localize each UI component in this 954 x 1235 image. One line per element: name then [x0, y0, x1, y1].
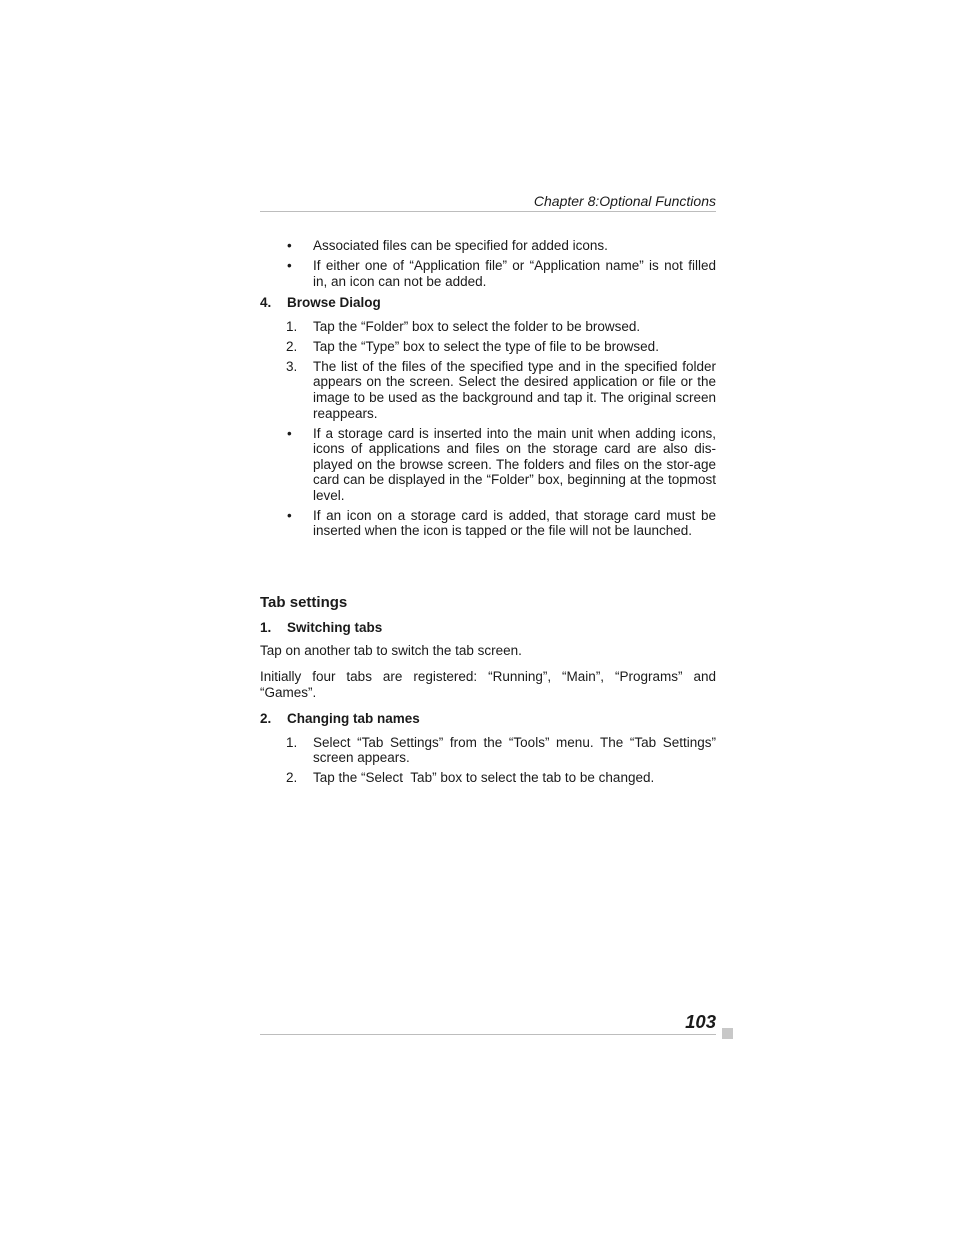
bullet-item — [260, 426, 716, 504]
step-text: Select “Tab Settings” from the “Tools” menu. The “Tab Settings” screen appears. — [313, 734, 716, 766]
step-number: 2. — [286, 338, 298, 354]
step-text: Tap the “Type” box to select the type of file to be browsed. — [313, 338, 659, 354]
bullet-text: If either one of “Application file” or “Application name” is not filled in, an icon can not be added. — [313, 257, 716, 289]
subheading-number: 1. — [260, 619, 272, 635]
step-number: 1. — [286, 734, 298, 750]
bullet-marker: • — [287, 507, 292, 523]
step-text: The list of the files of the specified type and in the specified folder appears on the screen. Select the desired application or file or the image to be used as the background and tap it. The original screen reappears. — [313, 358, 716, 421]
bullet-marker: • — [287, 238, 292, 253]
bullet-text: If a storage card is inserted into the main unit when adding icons, icons of applications and files on the storage card are also dis-played on the browse screen. The folders and files on the stor-age card can be displayed in the “Folder” box, beginning at the topmost level. — [313, 425, 716, 503]
step-item — [260, 359, 716, 421]
step-number: 1. — [286, 318, 298, 334]
subheading-text: Switching tabs — [287, 619, 383, 635]
bullet-item — [260, 238, 716, 254]
section-title-tab-settings: Tab settings — [260, 594, 348, 612]
footer-divider — [260, 1034, 716, 1035]
running-header: Chapter 8:Optional Functions — [533, 193, 716, 209]
step-text: Tap the “Select Tab” box to select the tab to be changed. — [313, 770, 655, 786]
step-item — [260, 735, 716, 766]
bullet-marker: • — [287, 425, 292, 441]
paragraph: Tap on another tab to switch the tab screen. — [260, 643, 522, 659]
subheading-number: 2. — [260, 711, 272, 727]
step-item — [260, 319, 716, 335]
step-item — [260, 770, 716, 786]
header-divider — [260, 211, 716, 212]
manual-page — [260, 0, 716, 1235]
page-content — [260, 238, 716, 790]
page-number: 103 — [685, 1011, 716, 1032]
step-text: Tap the “Folder” box to select the folder to be browsed. — [313, 318, 641, 334]
step-number: 3. — [286, 358, 298, 374]
bullet-item — [260, 258, 716, 289]
bullet-marker: • — [287, 257, 292, 273]
paragraph: Initially four tabs are registered: “Running”, “Main”, “Programs” and “Games”. — [260, 669, 716, 701]
subheading-switching-tabs — [260, 620, 716, 636]
step-number: 2. — [286, 770, 298, 786]
step-item — [260, 339, 716, 355]
subheading-browse-dialog — [260, 295, 716, 311]
subheading-number: 4. — [260, 295, 272, 311]
bullet-text: If an icon on a storage card is added, that storage card must be inserted when the icon is tapped or the file will not be launched. — [313, 507, 716, 539]
subheading-text: Changing tab names — [287, 711, 420, 727]
subheading-changing-tab-names — [260, 711, 716, 727]
subheading-text: Browse Dialog — [287, 295, 381, 311]
bullet-text: Associated files can be specified for added icons. — [313, 238, 608, 253]
bullet-item — [260, 508, 716, 539]
page-corner-tab — [722, 1028, 733, 1039]
